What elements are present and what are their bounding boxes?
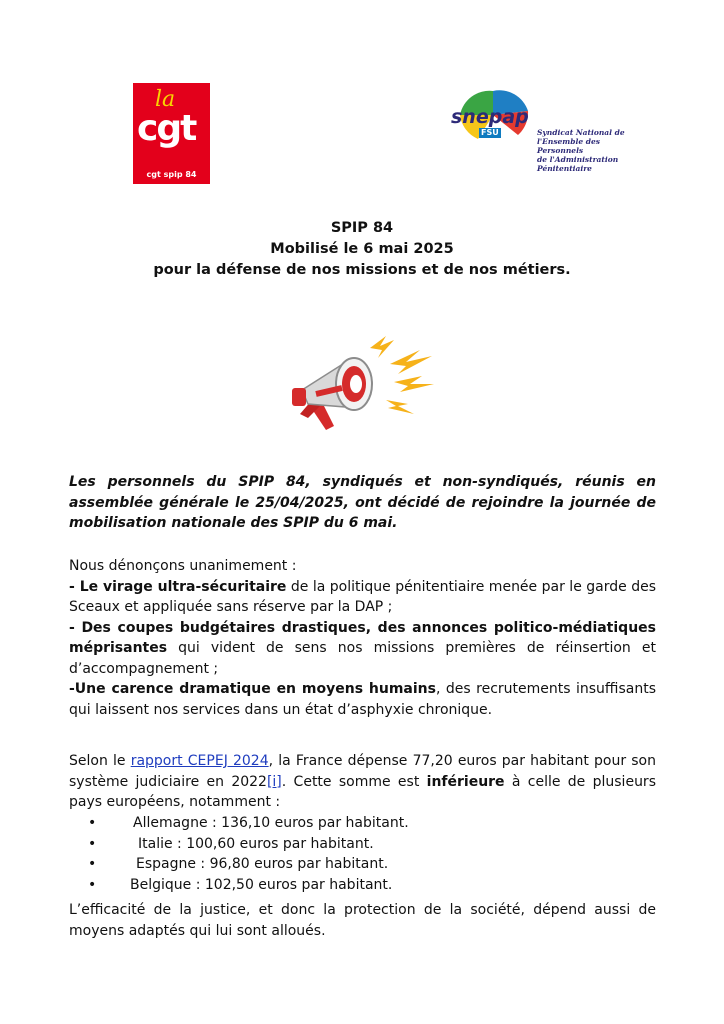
document-title <box>0 218 724 281</box>
cepej-paragraph <box>69 751 656 813</box>
cgt-logo-subtitle: cgt spip 84 <box>146 170 197 179</box>
bullet-icon: • <box>88 835 97 852</box>
bullet-icon: • <box>88 856 97 872</box>
snepap-desc-line1: Syndicat National de <box>537 128 625 137</box>
bullet-icon: • <box>88 876 97 893</box>
snepap-desc-line3: de l'Administration Pénitentiaire <box>537 155 619 173</box>
snepap-logo-description <box>537 128 637 173</box>
list-item-text: Belgique : 102,50 euros par habitant. <box>130 876 393 893</box>
cepej-report-link[interactable]: rapport CEPEJ 2024 <box>130 753 269 769</box>
list-item-text: Espagne : 96,80 euros par habitant. <box>136 856 389 872</box>
cgt-logo <box>133 83 210 184</box>
denunciation-item-1-text: de la politique pénitentiaire menée par le garde des Sceaux et appliquée sans réserve par la DAP ; <box>69 578 656 615</box>
denunciation-lead: Nous dénonçons unanimement : <box>69 558 297 574</box>
bullet-icon: • <box>88 815 97 831</box>
denunciation-item-3-text: , des recrutements insuffisants qui laissent nos services dans un état d’asphyxie chronique. <box>69 681 656 718</box>
snepap-logo-word: snepap <box>451 106 529 128</box>
title-line-3: pour la défense de nos missions et de nos métiers. <box>153 262 571 278</box>
list-item-text: Allemagne : 136,10 euros par habitant. <box>133 815 409 831</box>
denunciation-item-2-bold: - Des coupes budgétaires drastiques, des annonces politico-médiatiques méprisantes <box>69 619 656 656</box>
cepej-suffix: à celle de plusieurs pays européens, notamment : <box>69 773 656 810</box>
denunciation-item-1-bold: - Le virage ultra-sécuritaire <box>69 578 287 595</box>
snepap-logo-fsu: FSU <box>481 128 499 137</box>
list-item-text: Italie : 100,60 euros par habitant. <box>138 835 374 852</box>
cgt-logo-word: cgt <box>137 108 196 149</box>
cepej-mid2: . Cette somme est <box>281 773 427 790</box>
title-line-2: Mobilisé le 6 mai 2025 <box>270 241 454 257</box>
denunciation-item-2-text: qui vident de sens nos missions premières de réinsertion et d’accompagnement ; <box>69 640 656 677</box>
cepej-prefix: Selon le <box>69 753 131 769</box>
cepej-mid: , la France dépense 77,20 euros par habitant pour son système judiciaire en 2022 <box>69 753 656 790</box>
denunciation-item-2 <box>69 618 656 680</box>
denunciation-item-3 <box>69 679 656 720</box>
denunciation-block <box>69 556 656 720</box>
denunciation-item-3-bold: -Une carence dramatique en moyens humains <box>69 681 436 697</box>
megaphone-icon <box>282 330 442 440</box>
title-line-1: SPIP 84 <box>330 220 394 236</box>
intro-paragraph: Les personnels du SPIP 84, syndiqués et non-syndiqués, réunis en assemblée générale le 25/04/2025, ont décidé de rejoindre la journée de mobilisation nationale des SPIP du 6 mai. <box>69 474 656 531</box>
cepej-bold: inférieure <box>426 773 505 790</box>
snepap-logo <box>448 85 638 173</box>
closing-paragraph: L’efficacité de la justice, et donc la protection de la société, dépend aussi de moyens adaptés qui lui sont alloués. <box>69 902 656 939</box>
footnote-link[interactable]: [i] <box>266 773 282 790</box>
snepap-desc-line2: l'Ensemble des Personnels <box>537 137 600 155</box>
cgt-logo-la: la <box>155 87 176 112</box>
denunciation-item-1 <box>69 577 656 618</box>
